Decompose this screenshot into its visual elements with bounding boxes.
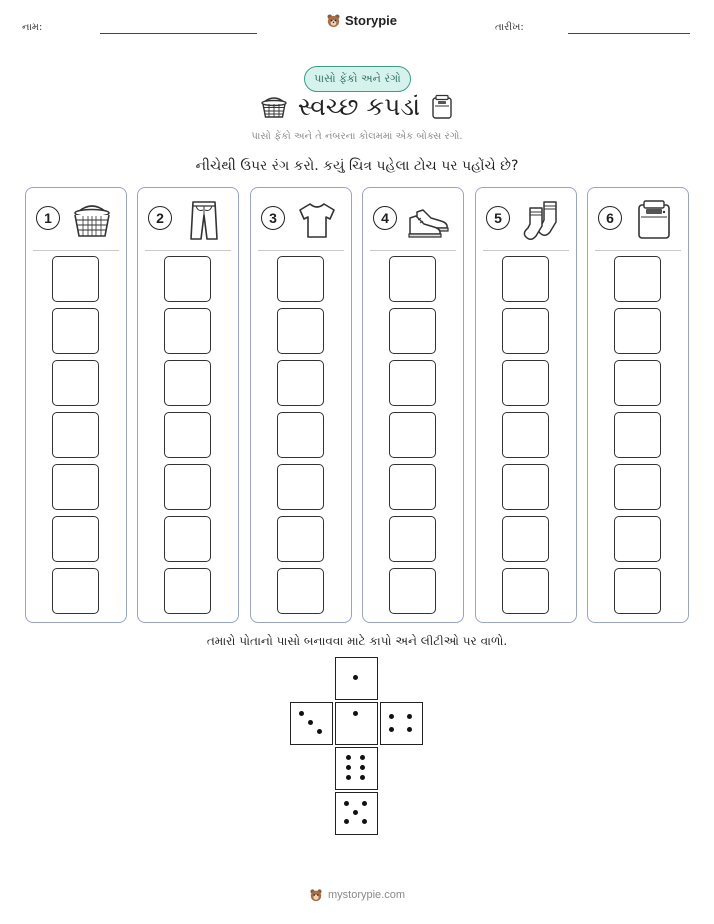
color-box[interactable]: [164, 412, 211, 458]
color-box[interactable]: [502, 308, 549, 354]
footer-url[interactable]: mystorypie.com: [327, 889, 406, 901]
washing-machine-icon: [632, 198, 676, 242]
t-shirt-icon: [295, 198, 339, 242]
color-box[interactable]: [52, 256, 99, 302]
dice-pip: [344, 819, 349, 824]
dice-pip: [353, 810, 358, 815]
column-divider: [33, 250, 119, 251]
cut-instruction: તમારો પોતાનો પાસો બનાવવા માટે કાપો અને લીટીઓ પર વાળો.: [206, 634, 508, 648]
column-divider: [595, 250, 681, 251]
color-box[interactable]: [389, 256, 436, 302]
color-box[interactable]: [614, 412, 661, 458]
dice-pip: [389, 727, 394, 732]
dice-pip: [353, 711, 358, 716]
dice-face-top: [335, 657, 378, 700]
dice-pip: [360, 755, 365, 760]
dice-pip: [360, 765, 365, 770]
socks-icon: [520, 198, 564, 242]
color-box[interactable]: [502, 568, 549, 614]
sneakers-icon: [407, 198, 451, 242]
dice-pip: [308, 720, 313, 725]
dice-pip: [346, 775, 351, 780]
dice-face-center: [335, 702, 378, 745]
color-box[interactable]: [277, 360, 324, 406]
dice-pip: [362, 801, 367, 806]
dice-face-left: [290, 702, 333, 745]
dice-pip: [389, 714, 394, 719]
bear-mascot-icon: [309, 888, 323, 902]
column-4: [362, 187, 464, 623]
color-box[interactable]: [52, 412, 99, 458]
color-box[interactable]: [164, 516, 211, 562]
question-text: નીચેથી ઉપર રંગ કરો. કયું ચિત્ર પહેલા ટોચ પર પહોંચે છે?: [195, 158, 519, 174]
dice-pip: [360, 775, 365, 780]
color-box[interactable]: [277, 256, 324, 302]
dice-pip: [299, 711, 304, 716]
subtitle: પાસો ફેંકો અને તે નંબરના કોલમમાં એક બોક્સ રંગો.: [251, 131, 463, 142]
dice-pip: [346, 765, 351, 770]
dice-face-right: [380, 702, 423, 745]
brand-logo: [326, 13, 397, 28]
dice-pip: [362, 819, 367, 824]
laundry-basket-icon: [260, 95, 288, 119]
color-box[interactable]: [164, 360, 211, 406]
color-box[interactable]: [164, 568, 211, 614]
dice-pip: [353, 675, 358, 680]
washing-machine-icon: [430, 94, 454, 120]
dice-pip: [344, 801, 349, 806]
dice-pip: [407, 714, 412, 719]
color-box[interactable]: [614, 256, 661, 302]
color-box[interactable]: [502, 412, 549, 458]
color-box[interactable]: [277, 464, 324, 510]
color-box[interactable]: [52, 308, 99, 354]
column-1: [25, 187, 127, 623]
color-box[interactable]: [614, 360, 661, 406]
dice-pip: [317, 729, 322, 734]
color-box[interactable]: [164, 464, 211, 510]
color-box[interactable]: [502, 256, 549, 302]
column-divider: [370, 250, 456, 251]
color-box[interactable]: [389, 516, 436, 562]
column-number: 4: [373, 206, 397, 230]
color-box[interactable]: [277, 412, 324, 458]
color-box[interactable]: [389, 568, 436, 614]
name-label: નામ:: [22, 22, 43, 33]
column-number: 5: [486, 206, 510, 230]
color-box[interactable]: [389, 412, 436, 458]
color-box[interactable]: [614, 516, 661, 562]
column-number: 6: [598, 206, 622, 230]
color-box[interactable]: [52, 464, 99, 510]
column-2: [137, 187, 239, 623]
color-box[interactable]: [277, 568, 324, 614]
dice-pip: [346, 755, 351, 760]
color-box[interactable]: [502, 516, 549, 562]
laundry-basket-icon: [70, 198, 114, 242]
color-box[interactable]: [502, 360, 549, 406]
name-line[interactable]: [100, 33, 257, 34]
color-box[interactable]: [52, 360, 99, 406]
dice-face-below-center: [335, 747, 378, 790]
color-box[interactable]: [277, 516, 324, 562]
column-5: [475, 187, 577, 623]
color-box[interactable]: [164, 308, 211, 354]
column-number: 3: [261, 206, 285, 230]
color-box[interactable]: [614, 568, 661, 614]
column-divider: [483, 250, 569, 251]
color-box[interactable]: [614, 464, 661, 510]
column-6: [587, 187, 689, 623]
activity-pill: પાસો ફેંકો અને રંગો: [304, 66, 411, 92]
column-divider: [145, 250, 231, 251]
color-box[interactable]: [614, 308, 661, 354]
bear-mascot-icon: [326, 13, 341, 28]
column-number: 1: [36, 206, 60, 230]
color-box[interactable]: [502, 464, 549, 510]
date-label: તારીખ:: [495, 22, 524, 33]
color-box[interactable]: [389, 360, 436, 406]
dice-pip: [407, 727, 412, 732]
date-line[interactable]: [568, 33, 690, 34]
brand-name: Storypie: [345, 13, 398, 28]
page-title: સ્વચ્છ કપડાં: [297, 92, 421, 121]
color-box[interactable]: [389, 308, 436, 354]
column-number: 2: [148, 206, 172, 230]
color-box[interactable]: [389, 464, 436, 510]
dice-net: [290, 657, 424, 835]
color-box[interactable]: [164, 256, 211, 302]
footer: [0, 888, 714, 902]
column-3: [250, 187, 352, 623]
color-box[interactable]: [277, 308, 324, 354]
dice-face-bottom: [335, 792, 378, 835]
color-box[interactable]: [52, 516, 99, 562]
column-divider: [258, 250, 344, 251]
color-box[interactable]: [52, 568, 99, 614]
title-row: [220, 88, 494, 126]
jeans-icon: [182, 198, 226, 242]
